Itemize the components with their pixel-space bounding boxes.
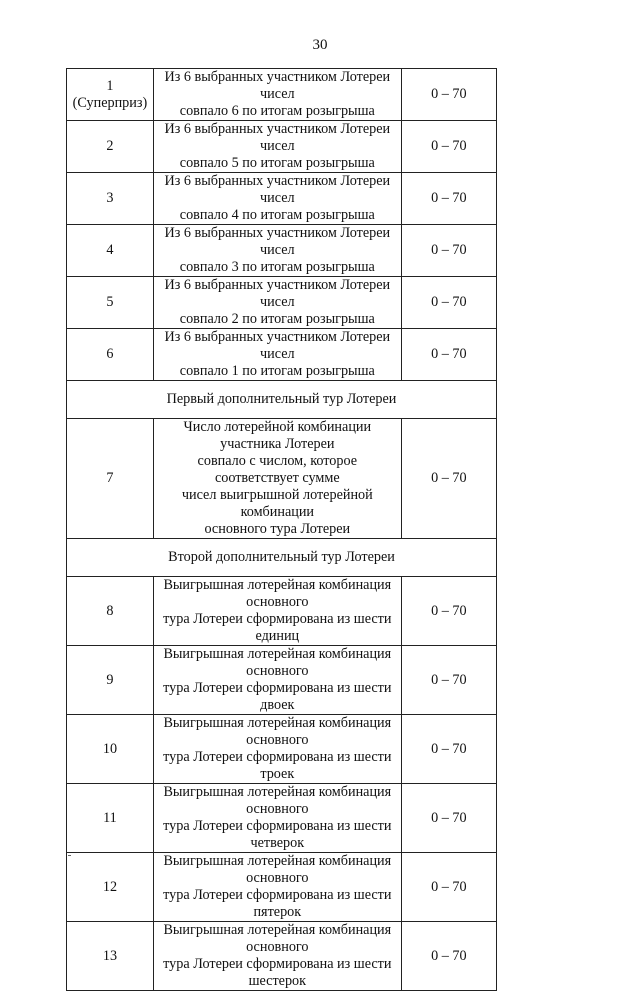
prize-condition-line: тура Лотереи сформирована из шести четверок xyxy=(163,818,392,851)
prize-category-number: 6 xyxy=(106,346,114,362)
prize-category-cell xyxy=(67,577,154,646)
prize-category-cell xyxy=(67,173,154,225)
prize-condition-cell xyxy=(153,853,401,922)
prize-row xyxy=(67,69,497,121)
prize-row xyxy=(67,225,497,277)
prize-condition-cell xyxy=(153,329,401,381)
prize-table-body xyxy=(67,69,497,991)
prize-category-number: 13 xyxy=(102,947,118,964)
prize-category-number: (Суперприз) xyxy=(72,94,148,111)
section-header-row xyxy=(67,539,497,577)
prize-share-value: 0 – 70 xyxy=(401,329,496,381)
prize-condition-line: Выигрышная лотерейная комбинация основного xyxy=(163,646,392,679)
prize-category-number: 1 xyxy=(106,77,114,94)
prize-category-number: 9 xyxy=(106,671,114,688)
prize-condition-cell xyxy=(153,784,401,853)
prize-category-cell xyxy=(67,853,154,922)
prize-condition-line: совпало 3 по итогам розыгрыша xyxy=(179,259,375,275)
prize-row xyxy=(67,715,497,784)
prize-category-cell xyxy=(67,225,154,277)
prize-category-number: 7 xyxy=(106,470,114,486)
prize-share-value: 0 – 70 xyxy=(401,577,496,646)
prize-condition-cell xyxy=(153,577,401,646)
page-number: 30 xyxy=(312,37,328,53)
prize-share-value: 0 – 70 xyxy=(401,922,496,991)
scan-speck xyxy=(68,855,71,856)
prize-condition-cell xyxy=(153,419,401,539)
prize-condition-line: совпало 6 по итогам розыгрыша xyxy=(179,103,375,119)
prize-share-value: 0 – 70 xyxy=(401,173,496,225)
prize-condition-line: основного тура Лотереи xyxy=(204,521,351,537)
prize-share-value: 0 – 70 xyxy=(401,715,496,784)
prize-category-cell xyxy=(67,277,154,329)
prize-condition-line: Выигрышная лотерейная комбинация основного xyxy=(163,715,392,748)
prize-condition-cell xyxy=(153,69,401,121)
prize-row xyxy=(67,646,497,715)
prize-row xyxy=(67,329,497,381)
prize-category-cell xyxy=(67,121,154,173)
prize-condition-line: Из 6 выбранных участником Лотереи чисел xyxy=(164,329,391,362)
prize-share-value: 0 – 70 xyxy=(401,646,496,715)
prize-condition-line: тура Лотереи сформирована из шести двоек xyxy=(163,680,392,713)
prize-category-number: 10 xyxy=(102,740,118,757)
prize-share-value: 0 – 70 xyxy=(401,225,496,277)
prize-condition-line: совпало 2 по итогам розыгрыша xyxy=(179,311,375,327)
prize-condition-cell xyxy=(153,646,401,715)
section-title: Второй дополнительный тур Лотереи xyxy=(67,539,497,577)
section-header-row xyxy=(67,381,497,419)
prize-condition-cell xyxy=(153,225,401,277)
prize-row xyxy=(67,173,497,225)
prize-condition-line: Из 6 выбранных участником Лотереи чисел xyxy=(164,225,391,258)
prize-condition-line: тура Лотереи сформирована из шести троек xyxy=(163,749,392,782)
prize-category-number: 2 xyxy=(106,138,114,154)
section-title: Первый дополнительный тур Лотереи xyxy=(67,381,497,419)
prize-share-value: 0 – 70 xyxy=(401,121,496,173)
prize-row xyxy=(67,577,497,646)
prize-condition-cell xyxy=(153,715,401,784)
prize-share-value: 0 – 70 xyxy=(401,784,496,853)
prize-category-number: 5 xyxy=(106,294,114,310)
prize-condition-line: совпало с числом, которое соответствует сумме xyxy=(197,453,358,486)
prize-condition-line: совпало 5 по итогам розыгрыша xyxy=(179,155,375,171)
prize-condition-line: совпало 4 по итогам розыгрыша xyxy=(179,207,375,223)
prize-condition-line: тура Лотереи сформирована из шести единиц xyxy=(163,611,392,644)
prize-condition-line: Из 6 выбранных участником Лотереи чисел xyxy=(164,277,391,310)
prize-category-number: 3 xyxy=(106,190,114,206)
prize-category-cell xyxy=(67,784,154,853)
prize-condition-cell xyxy=(153,121,401,173)
prize-table xyxy=(66,68,497,991)
prize-condition-line: Из 6 выбранных участником Лотереи чисел xyxy=(164,173,391,206)
prize-share-value: 0 – 70 xyxy=(401,419,496,539)
prize-condition-line: чисел выигрышной лотерейной комбинации xyxy=(181,487,373,520)
prize-condition-line: Из 6 выбранных участником Лотереи чисел xyxy=(164,69,391,102)
prize-share-value: 0 – 70 xyxy=(401,69,496,121)
prize-condition-line: Выигрышная лотерейная комбинация основного xyxy=(163,922,392,955)
prize-row xyxy=(67,922,497,991)
prize-share-value: 0 – 70 xyxy=(401,853,496,922)
prize-category-cell xyxy=(67,715,154,784)
prize-condition-cell xyxy=(153,173,401,225)
prize-condition-line: совпало 1 по итогам розыгрыша xyxy=(179,363,375,379)
prize-row xyxy=(67,419,497,539)
prize-condition-cell xyxy=(153,277,401,329)
prize-category-number: 11 xyxy=(103,809,117,826)
prize-condition-line: Выигрышная лотерейная комбинация основного xyxy=(163,577,392,610)
prize-category-number: 8 xyxy=(106,602,114,619)
prize-condition-line: тура Лотереи сформирована из шести пятерок xyxy=(163,887,392,920)
prize-row xyxy=(67,853,497,922)
prize-condition-line: тура Лотереи сформирована из шести шестерок xyxy=(163,956,392,989)
prize-row xyxy=(67,784,497,853)
prize-category-cell xyxy=(67,69,154,121)
prize-row xyxy=(67,121,497,173)
prize-row xyxy=(67,277,497,329)
prize-category-number: 4 xyxy=(106,242,114,258)
prize-category-number: 12 xyxy=(102,878,118,895)
prize-condition-line: Выигрышная лотерейная комбинация основного xyxy=(163,853,392,886)
prize-condition-cell xyxy=(153,922,401,991)
prize-condition-line: Выигрышная лотерейная комбинация основного xyxy=(163,784,392,817)
prize-category-cell xyxy=(67,646,154,715)
prize-category-cell xyxy=(67,419,154,539)
prize-share-value: 0 – 70 xyxy=(401,277,496,329)
prize-category-cell xyxy=(67,922,154,991)
prize-condition-line: Число лотерейной комбинации участника Лотереи xyxy=(183,419,372,452)
prize-condition-line: Из 6 выбранных участником Лотереи чисел xyxy=(164,121,391,154)
prize-category-cell xyxy=(67,329,154,381)
